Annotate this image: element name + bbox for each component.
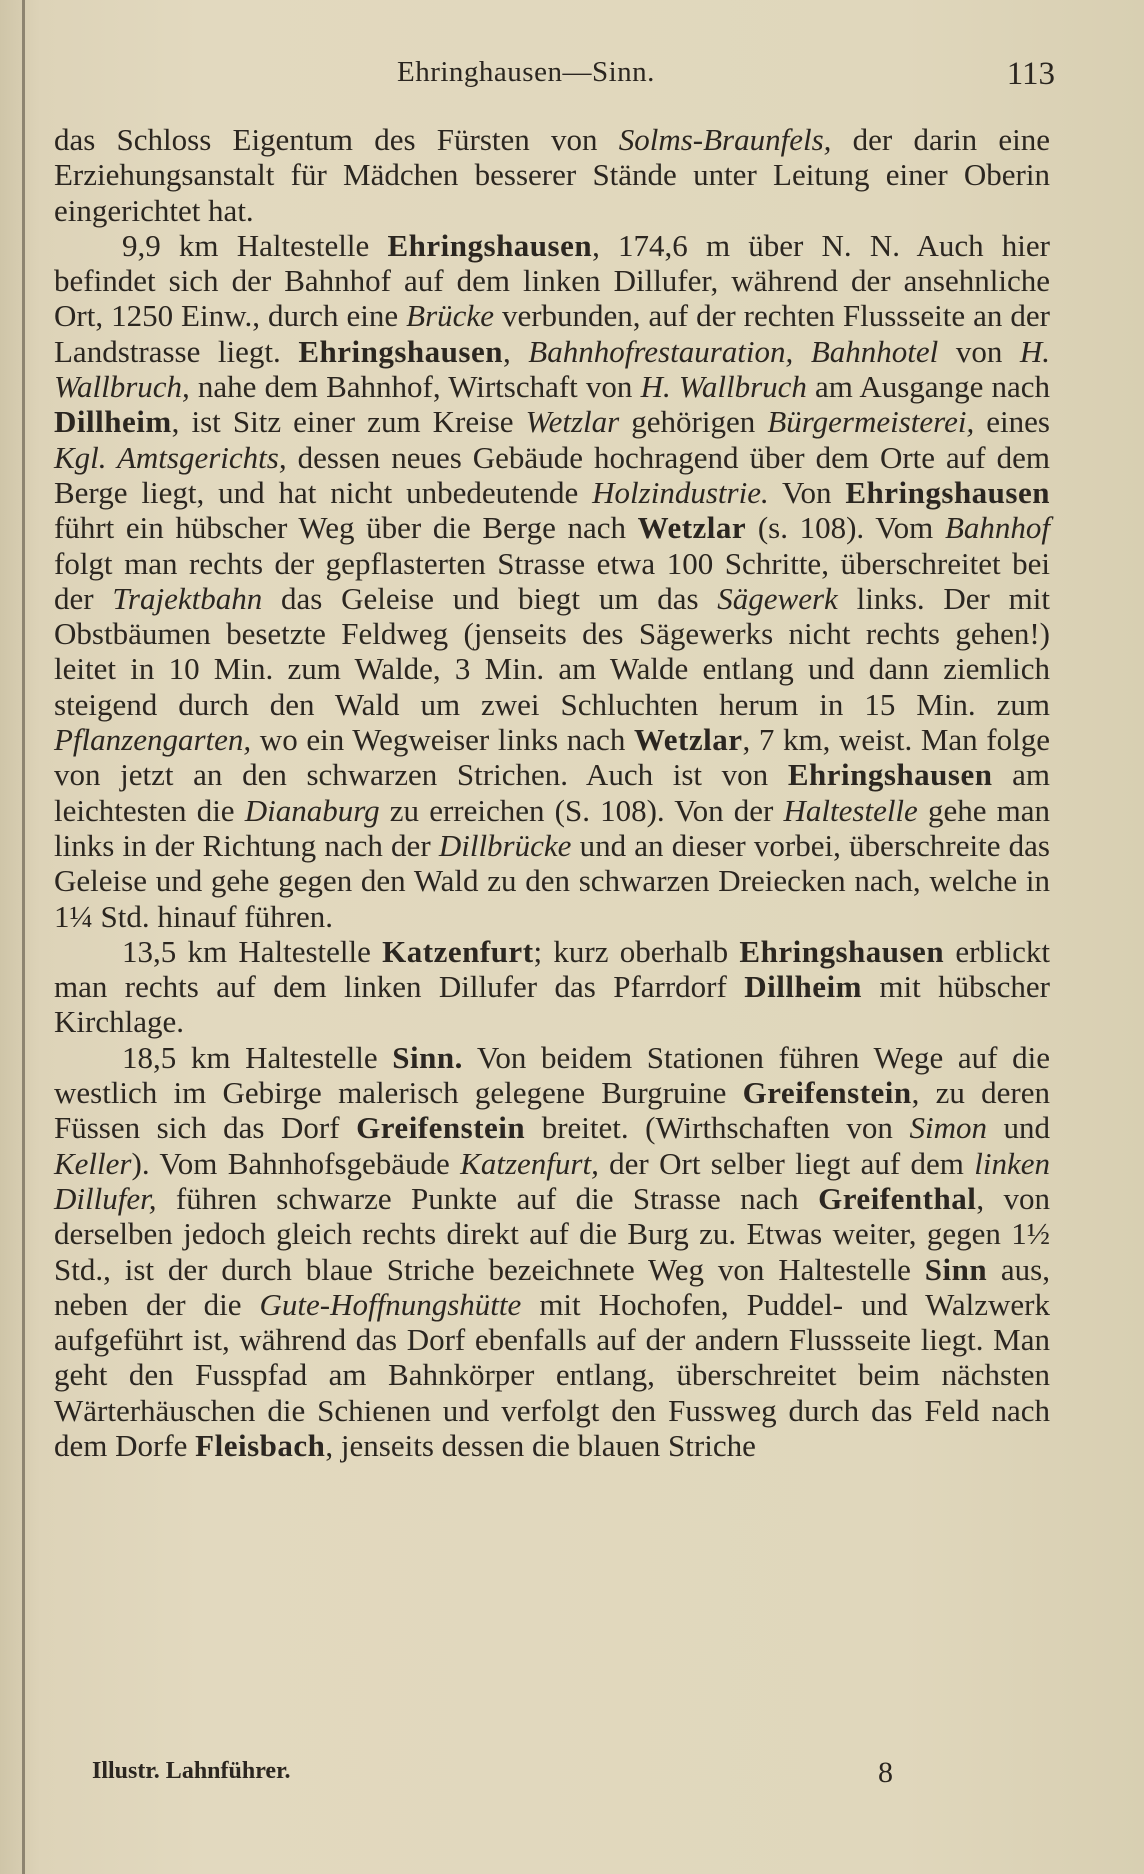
book-imprint: Illustr. Lahnführer.: [92, 1758, 291, 1784]
italic-term: Bahnhof: [944, 510, 1050, 546]
bold-place-name: Wetzlar: [633, 722, 743, 758]
paragraph: [54, 934, 1050, 1040]
italic-term: Simon: [909, 1110, 987, 1146]
bold-place-name: Fleisbach: [195, 1427, 326, 1463]
bold-place-name: Ehringshausen: [739, 933, 945, 969]
bold-place-name: Ehringshausen: [845, 474, 1050, 510]
bold-place-name: Katzenfurt: [382, 933, 534, 969]
text-run: am leichtesten die: [54, 757, 1050, 828]
text-run: erblickt man rechts auf dem linken Dillufer das Pfarrdorf: [54, 933, 1050, 1005]
italic-term: Dianaburg: [244, 792, 380, 828]
italic-term: Dillbrücke: [438, 827, 572, 863]
text-run: ; kurz oberhalb: [533, 933, 740, 969]
page-number: 113: [1006, 56, 1055, 92]
text-run: , von derselben jedoch gleich rechts direkt auf die Burg zu. Etwas weiter, gegen 1½ Std., ist der durch blaue Striche bezeichnete Weg von Haltestelle: [54, 1180, 1050, 1287]
italic-term: Keller: [54, 1145, 132, 1181]
text-run: , 7 km, weist. Man folge von jetzt an den schwarzen Strichen. Auch ist von: [54, 722, 1050, 793]
text-run: das Schloss Eigentum des Fürsten von: [54, 122, 619, 157]
text-run: breitet. (Wirthschaften von: [525, 1110, 910, 1146]
text-run: 9,9 km Haltestelle: [122, 227, 388, 263]
text-run: das Geleise und biegt um das: [262, 580, 718, 616]
signature-mark: 8: [878, 1756, 893, 1789]
text-run: folgt man rechts der gepflasterten Strasse etwa 100 Schritte, überschreitet bei der: [54, 545, 1050, 616]
text-run: ). Vom Bahnhofsgebäude: [131, 1145, 461, 1181]
text-run: mit Hochofen, Puddel- und Walzwerk aufgeführt ist, während das Dorf ebenfalls auf der andern Flussseite liegt. Man geht den Fusspfad am Bahnkörper entlang, überschreitet beim nächsten Wärterhäuschen die Schienen und verfolgt den Fussweg durch das Feld nach dem Dorfe: [54, 1286, 1050, 1463]
text-run: 18,5 km Haltestelle: [122, 1039, 393, 1075]
italic-term: Bürgermeisterei,: [767, 404, 975, 440]
italic-term: Brücke: [406, 298, 494, 334]
page-header: [55, 48, 1055, 108]
italic-term: Solms-Braunfels,: [618, 122, 832, 157]
paragraph: [54, 228, 1050, 934]
bold-place-name: Ehringshausen: [787, 757, 993, 793]
text-run: nahe dem Bahnhof, Wirtschaft von: [189, 369, 641, 405]
text-run: Von beidem Stationen führen Wege auf die westlich im Gebirge malerisch gelegene Burgruine: [54, 1039, 1050, 1111]
page-edge: [22, 0, 25, 1874]
running-title: Ehringhausen—Sinn.: [397, 56, 655, 88]
text-run: links. Der mit Obstbäumen besetzte Feldweg (jenseits des Sägewerks nicht rechts gehen!) leitet in 10 Min. zum Walde, 3 Min. am Walde entlang und dann ziemlich steigend durch den Wald um zwei Schluchten herum in 15 Min. zum: [54, 580, 1050, 722]
text-run: 13,5 km Haltestelle: [122, 933, 383, 969]
bold-place-name: Ehringshausen: [298, 333, 503, 369]
bold-place-name: Ehringshausen: [387, 227, 593, 263]
italic-term: Pflanzengarten,: [54, 722, 252, 758]
text-run: gehörigen: [619, 404, 768, 440]
text-run: aus, neben der die: [54, 1251, 1051, 1322]
italic-term: Trajektbahn: [112, 580, 263, 616]
bold-place-name: Dillheim: [54, 404, 172, 440]
text-run: der Ort selber liegt auf dem: [598, 1145, 975, 1181]
bold-place-name: Sinn: [924, 1251, 988, 1287]
text-run: Von: [768, 474, 846, 510]
text-run: mit hübscher Kirchlage.: [54, 969, 1051, 1040]
text-run: führt ein hübscher Weg über die Berge nach: [54, 510, 638, 546]
text-run: (s. 108). Vom: [746, 510, 945, 546]
italic-term: Kgl. Amtsgerichts,: [54, 439, 287, 475]
bold-place-name: Wetzlar: [637, 510, 747, 546]
text-run: ,: [502, 333, 529, 369]
page-footer: [92, 1756, 932, 1796]
bold-place-name: Dillheim: [744, 969, 862, 1005]
bold-place-name: Greifenstein: [356, 1110, 526, 1146]
text-run: und: [986, 1110, 1051, 1146]
body-text: [54, 122, 1050, 1463]
text-run: , ist Sitz einer zum Kreise: [171, 404, 526, 440]
italic-term: Wetzlar: [525, 404, 620, 440]
paragraph: [54, 122, 1050, 228]
text-run: [793, 334, 811, 369]
text-run: am Ausgange nach: [806, 369, 1050, 405]
text-run: , jenseits dessen die blauen Striche: [325, 1427, 756, 1463]
italic-term: H. Wallbruch: [640, 369, 807, 405]
italic-term: Bahnhotel: [810, 333, 939, 369]
text-run: und an dieser vorbei, überschreite das Geleise und gehe gegen den Wald zu den schwarzen Dreiecken nach, welche in 1¼ Std. hinauf führen.: [54, 827, 1050, 934]
text-run: eines: [974, 404, 1050, 440]
text-run: dessen neues Gebäude hochragend über dem Orte auf dem Berge liegt, und hat nicht unbedeutende: [54, 439, 1050, 510]
text-run: von: [938, 333, 1020, 369]
italic-term: Sägewerk: [717, 580, 838, 616]
bold-place-name: Greifenstein: [742, 1075, 912, 1111]
italic-term: H. Wallbruch,: [54, 333, 1051, 405]
text-run: führen schwarze Punkte auf die Strasse nach: [156, 1180, 819, 1216]
text-run: wo ein Wegweiser links nach: [251, 722, 634, 758]
text-run: der darin eine Erziehungsanstalt für Mädchen besserer Stände unter Leitung einer Oberin eingerichtet hat.: [54, 122, 1050, 228]
bold-place-name: Greifenthal: [818, 1180, 977, 1216]
text-run: zu erreichen (S. 108). Von der: [379, 792, 784, 828]
italic-term: Haltestelle: [783, 792, 918, 828]
text-run: gehe man links in der Richtung nach der: [54, 792, 1050, 863]
text-run: , zu deren Füssen sich das Dorf: [54, 1075, 1050, 1146]
italic-term: Gute-Hoffnungshütte: [259, 1286, 522, 1322]
italic-term: linken Dillufer,: [54, 1145, 1050, 1216]
italic-term: Bahnhofrestauration,: [528, 333, 794, 369]
text-run: verbunden, auf der rechten Flussseite an der Landstrasse liegt.: [54, 298, 1050, 369]
italic-term: Katzenfurt,: [460, 1145, 599, 1181]
italic-term: Holzindustrie.: [592, 474, 769, 510]
paragraph: [54, 1040, 1050, 1464]
text-run: , 174,6 m über N. N. Auch hier befindet sich der Bahnhof auf dem linken Dillufer, während der ansehnliche Ort, 1250 Einw., durch eine: [54, 227, 1050, 334]
bold-place-name: Sinn.: [392, 1039, 463, 1075]
